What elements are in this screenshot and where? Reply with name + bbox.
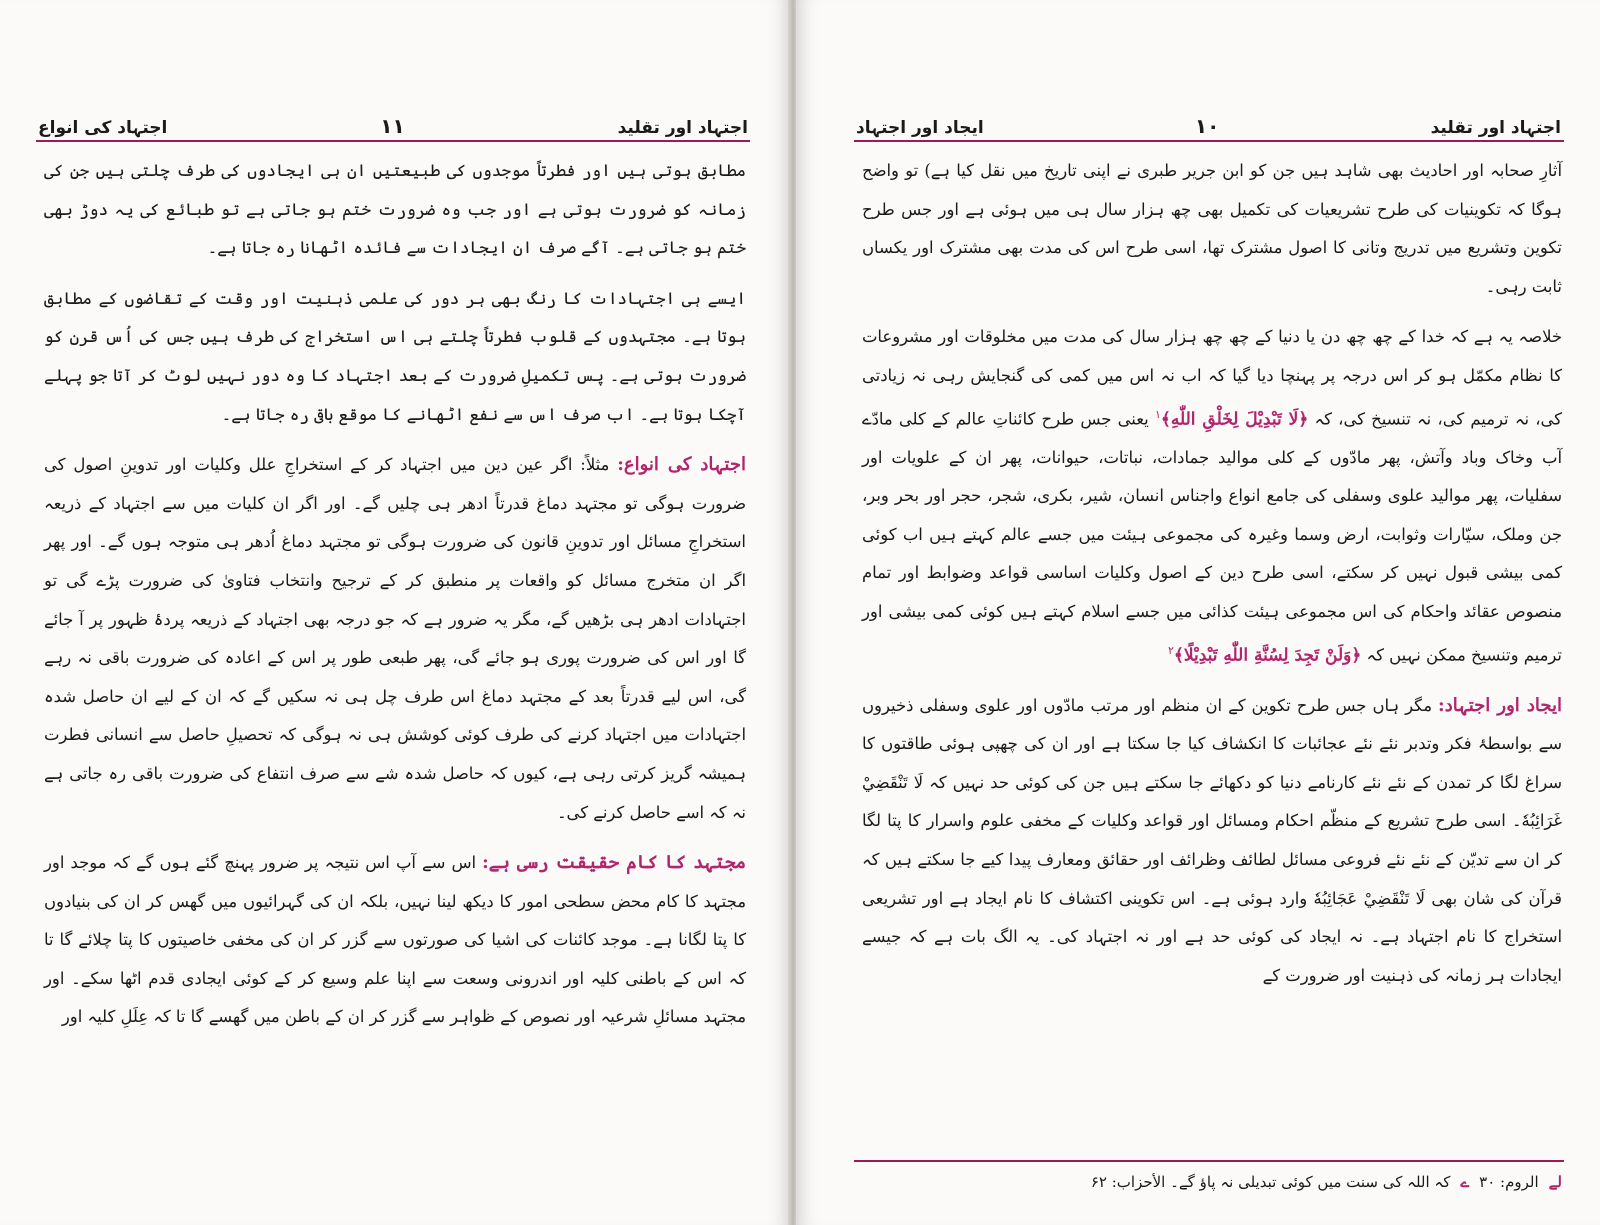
section-heading-ijtihad-types: اجتہاد کی انواع:: [617, 454, 746, 476]
paragraph-text: یعنی جس طرح کائناتِ عالم کے کلی مادّے آب وخاک وباد وآتش، پھر مادّوں کے کلی موالید جمادات، نباتات، حیوانات، پھر ان کے علویات اور سفلیات، پھر موالید علوی وسفلی کی جامع انواع واجناس انسان، شیر، بکری، شجر، حجر اور بحر وبر، جن وملک، سیّارات وثوابت، ارض وسما وغیرہ کی مجموعی ہیئت میں جسے عالم کہتے ہیں اب کوئی کمی بیشی قبول نہیں کر سکتے، اسی طرح دین کے اصول وکلیات اساسی قواعد وضوابط اور تمام منصوص عقائد واحکام کی اس مجموعی ہیئت کذائی میں جسے اسلام کہتے ہیں کوئی کمی بیشی اور ترمیم وتنسیخ ممکن نہیں کہ: [862, 409, 1562, 665]
right-page-body: [862, 152, 1562, 1007]
right-page: [796, 0, 1600, 1225]
left-paragraph-4: [44, 844, 746, 1037]
left-page: [0, 0, 790, 1225]
left-header-book-title: اجتہاد اور تقلید: [617, 118, 748, 138]
right-page-number: ۱۰: [1194, 114, 1220, 138]
footnote-marker: ۲: [1167, 643, 1174, 657]
quran-verse: ﴿وَلَنْ تَجِدَ لِسُنَّةِ اللّٰهِ تَبْدِيْلًا﴾: [1173, 645, 1362, 666]
right-paragraph-3: [862, 687, 1562, 996]
section-heading-mujtahid-work: مجتہد کا کام حقیقت رسی ہے:: [482, 852, 746, 874]
paragraph-text: مثلاً: اگر عین دین میں اجتہاد کر کے استخراجِ علل وکلیات اور تدوینِ اصول کی ضرورت ہوگی تو مجتہد دماغ قدرتاً ادھر ہی چلیں گے۔ اور اگر ان کلیات میں سے اجتہاد کے ذریعہ استخراجِ مسائل اور تدوینِ قانون کی ضرورت ہوگی تو مجتہد دماغ اُدھر ہی متوجہ ہوں گے۔ اور پھر اگر ان متخرج مسائل کو واقعات پر منطبق کر کے ترجیح وانتخاب فتاویٰ کی ضرورت پڑے گی تو اجتہادات ادھر ہی بڑھیں گے، مگر یہ ضرور ہے کہ جو درجہ بھی اجتہاد کے ذریعہ پردۂ ظہور پر آ جائے گا اور اس کی ضرورت پوری ہو جائے گی، پھر طبعی طور پر اس کے اعادہ کی ضرورت باقی نہ رہے گی، اس لیے قدرتاً بعد کے مجتہد دماغ اس طرف چل ہی نہ سکیں گے کہ ان کے لیے ان حاصل شدہ اجتہادات میں اجتہاد کرنے کی طرف کوئی کوشش ہی نہ ہوگی کہ تحصیلِ حاصل سے انسانی فطرت ہمیشہ گریز کرتی رہی ہے، کیوں کہ حاصل شدہ شے سے صرف انتفاع کی ضرورت باقی رہ جاتی ہے نہ کہ اسے حاصل کرنے کی۔: [44, 455, 746, 822]
paragraph-text: مگر ہاں جس طرح تکوین کے ان منظم اور مرتب مادّوں اور علوی وسفلی ذخیروں سے بواسطۂ فکر وتدبر نئے نئے عجائبات کا انکشاف کیا جا سکتا ہے اور ان کی چھپی ہوئی طاقتوں کا سراغ لگا کر تمدن کے نئے نئے کارنامے دنیا کو دکھائے جا سکتے ہیں جن کی کوئی حد نہیں کہ لَا تَنْقَضِيْ غَرَائِبُهٗ۔ اسی طرح تشریع کے منظّم احکام ومسائل اور قواعد وکلیات کے مخفی علوم واسرار کا پتا لگا کر ان سے تدیّن کے نئے نئے فروعی مسائل لطائف وظرائف اور حقائق ومعارف پیدا کیے جا سکتے ہیں کہ قرآن کی شان بھی لَا تَنْقَضِيْ عَجَائِبُهٗ وارد ہوئی ہے۔ اس تکوینی اکتشاف کا نام ایجاد ہے اور تشریعی استخراج کا نام اجتہاد ہے۔ نہ ایجاد کی کوئی حد ہے اور نہ اجتہاد کی۔ یہ الگ بات ہے کہ جیسے ایجادات ہر زمانہ کی ذہنیت اور ضرورت کے: [862, 695, 1562, 985]
paragraph-text: اس سے آپ اس نتیجہ پر ضرور پہنچ گئے ہوں گے کہ موجد اور مجتہد کا کام محض سطحی امور کا دیکھ لینا نہیں، بلکہ ان کی گہرائیوں میں گھس کر ان کی بنیادوں کا پتا لگانا ہے۔ موجد کائنات کی اشیا کی صورتوں سے گزر کر ان کی مخفی خاصیتوں کا پتا چلائے گا تا کہ اس کے باطنی کلیہ اور اندرونی وسعت سے اپنا علم وسیع کر کے کوئی ایجادی قدم اٹھا سکے۔ اور مجتہد مسائلِ شرعیہ اور نصوص کے ظواہر سے گزر کر ان کے باطن میں گھسے گا تا کہ عِلَلِ کلیہ اور: [44, 853, 746, 1027]
right-paragraph-2: [862, 318, 1562, 674]
footnotes: [862, 1168, 1562, 1196]
left-header-chapter-title: اجتہاد کی انواع: [38, 118, 168, 138]
right-header-rule: [854, 140, 1564, 142]
footnote-ref-1: الروم: ۳۰: [1479, 1173, 1539, 1191]
footnote-rule: [854, 1160, 1564, 1162]
section-heading-ijad-ijtihad: ایجاد اور اجتہاد:: [1438, 694, 1562, 716]
paragraph-text: آثارِ صحابہ اور احادیث بھی شاہد ہیں جن کو ابن جریر طبری نے اپنی تاریخ میں نقل کیا ہے) تو واضح ہوگا کہ تکوینیات کی طرح تشریعیات کی تکمیل بھی چھ ہزار سال ہی میں ہوئی ہے اور جس طرح تکوین وتشریع میں تدریج وتانی کا اصول مشترک تھا، اسی طرح اس کی مدت بھی مشترک اور یکساں ثابت رہی۔: [862, 161, 1562, 296]
footnote-text-2: کہ اللہ کی سنت میں کوئی تبدیلی نہ پاؤ گے۔ الأحزاب: ۶۲: [1090, 1173, 1451, 1191]
left-page-number: ۱۱: [380, 114, 405, 138]
footnote-mark-1: لے: [1548, 1173, 1562, 1191]
right-page-header: [856, 104, 1561, 138]
left-page-header: [38, 104, 748, 138]
left-paragraph-1: [44, 152, 746, 268]
left-page-body: [44, 152, 746, 1049]
left-paragraph-3: [44, 446, 746, 832]
left-header-rule: [36, 140, 750, 142]
paragraph-text: خلاصہ یہ ہے کہ خدا کے چھ چھ دن یا دنیا کے چھ چھ ہزار سال کی مدت میں مخلوقات اور مشروعات کا نظام مکمّل ہو کر اس درجہ پر پہنچا دیا گیا کہ اب نہ اس میں کمی کی گنجایش رہی نہ زیادتی کی، نہ ترمیم کی، نہ تنسیخ کی، کہ: [862, 327, 1562, 429]
right-paragraph-1: [862, 152, 1562, 306]
left-paragraph-2: [44, 280, 746, 434]
paragraph-text: مطابق ہوتی ہیں اور فطرتاً موجدوں کی طبیعتیں ان ہی ایجادوں کی طرف چلتی ہیں جن کی زمانہ کو ضرورت ہوتی ہے اور جب وہ ضرورت ختم ہو جاتی ہے تو طبائع کی یہ دوڑ بھی ختم ہو جاتی ہے۔ آگے صرف ان ایجادات سے فائدہ اٹھانا رہ جاتا ہے۔: [44, 161, 746, 258]
paragraph-text: ایسے ہی اجتہادات کا رنگ بھی ہر دور کی علمی ذہنیت اور وقت کے تقاضوں کے مطابق ہوتا ہے۔ مجتہدوں کے قلوب فطرتاً چلتے ہی اس استخراج کی طرف ہیں جس کی اُس قرن کو ضرورت ہوتی ہے۔ پس تکمیلِ ضرورت کے بعد اجتہاد کا وہ دور نہیں لوٹ کر آتا جو پہلے آچکا ہوتا ہے۔ اب صرف اس سے نفع اٹھانے کا موقع باقی رہ جاتا ہے۔: [44, 288, 746, 424]
right-header-chapter-title: ایجاد اور اجتہاد: [856, 118, 984, 138]
right-header-book-title: اجتہاد اور تقلید: [1430, 118, 1561, 138]
footnote-mark-2: ے: [1460, 1173, 1470, 1191]
footnote-marker: ۱: [1154, 407, 1161, 421]
quran-verse: ﴿لَا تَبْدِيْلَ لِخَلْقِ اللّٰهِ﴾: [1160, 409, 1309, 430]
